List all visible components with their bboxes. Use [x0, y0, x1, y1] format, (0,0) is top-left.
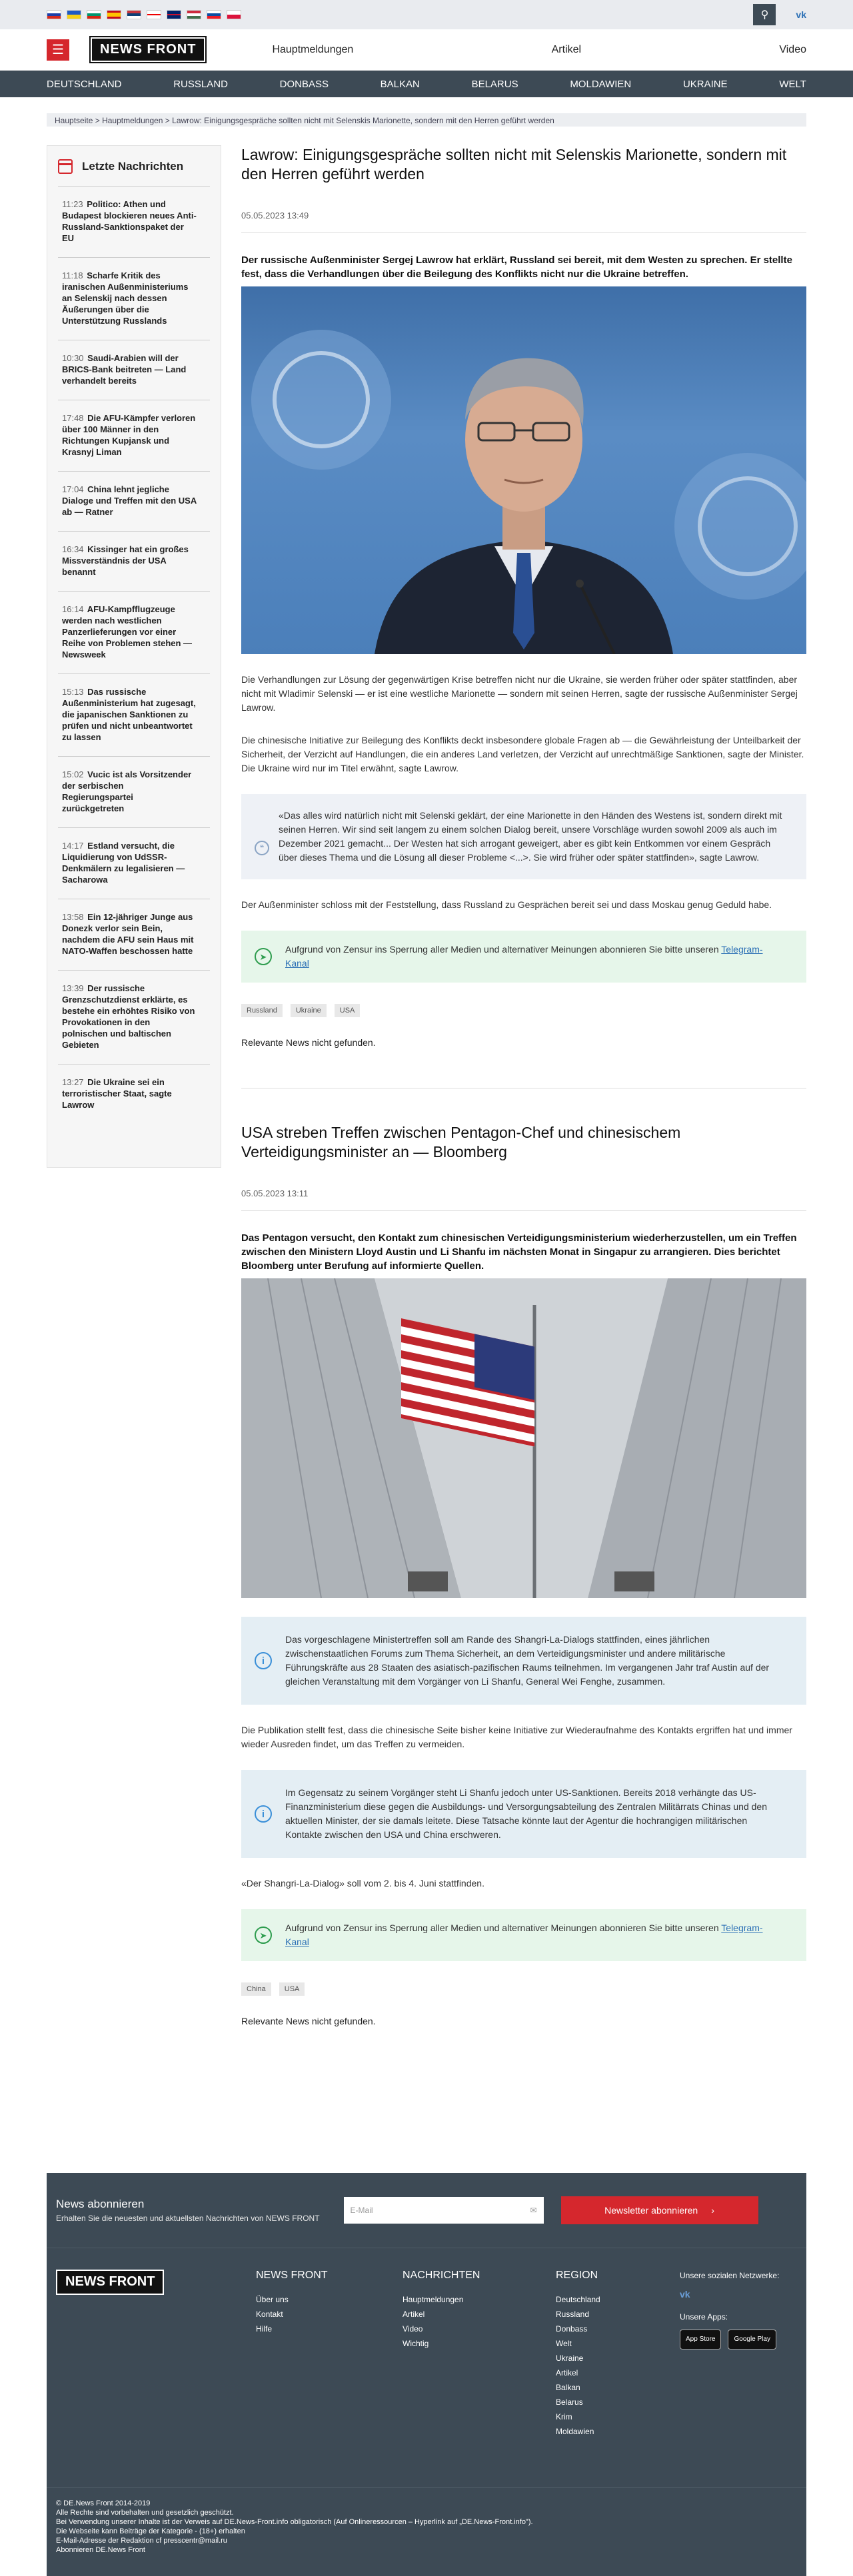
nav-artikel[interactable]: Artikel	[551, 43, 582, 55]
news-time: 17:48	[62, 413, 84, 423]
footer-link[interactable]: Hilfe	[256, 2324, 273, 2334]
footer	[47, 2248, 806, 2487]
news-time: 10:30	[62, 353, 84, 363]
article-date: 05.05.2023 13:11	[241, 1188, 806, 1211]
tag-russland[interactable]: Russland	[241, 1004, 283, 1017]
news-headline[interactable]: Die Ukraine sei ein terroristischer Staat, sagte Lawrow	[62, 1077, 172, 1110]
infobox-text: Das vorgeschlagene Ministertreffen soll am Rande des Shangri-La-Dialogs stattfinden, eines jährlichen zwischenstaatlichen Forums zum Thema Sicherheit, an dem Verteidigungsminister und andere militärische Führungskräfte aus 28 Staaten des asiatisch-pazifischen Raums teilnehmen. Im vergangenen Jahr traf Austin auf der gleichen Veranstaltung mit dem Vorgänger von Li Shanfu, General Wei Fenghe, zusammen.	[285, 1634, 770, 1687]
breadcrumb-home[interactable]: Hauptseite	[55, 116, 93, 125]
article-infobox	[241, 1770, 806, 1858]
newsletter-subscribe-button[interactable]	[561, 2196, 758, 2224]
telegram-icon: ➤	[255, 1927, 272, 1944]
infobox-text: Im Gegensatz zu seinem Vorgänger steht Li Shanfu jedoch unter US-Sanktionen. Bereits 2018 verhängte das US-Finanzministerium diese gegen die Ausbildungs- und Versorgungsabteilung des Zentralen Militärrats Chinas und den aktuellen Minister, der sie damals leitete. Diese Tatsache könnte laut der Agentur die hochrangigen militärischen Kontakte zwischen den USA und China erschweren.	[285, 1787, 767, 1840]
region-welt[interactable]: WELT	[779, 78, 806, 90]
news-time: 13:58	[62, 912, 84, 922]
newsletter-section	[47, 2173, 806, 2248]
slovak-flag-icon[interactable]	[207, 10, 221, 19]
news-headline[interactable]: AFU-Kampfflugzeuge werden nach westlichen Panzerlieferungen vor einer Reihe von Problemen stehen — Newsweek	[62, 604, 193, 659]
sidebar-title: Letzte Nachrichten	[82, 160, 184, 173]
footer-col-title: NACHRICHTEN	[403, 2270, 480, 2281]
region-ukraine[interactable]: UKRAINE	[682, 78, 728, 90]
info-icon: i	[255, 1652, 272, 1669]
tag-usa[interactable]: USA	[279, 1982, 305, 1996]
search-icon: ⚲	[760, 9, 769, 21]
hungarian-flag-icon[interactable]	[187, 10, 201, 19]
footer-link[interactable]: Welt	[556, 2339, 572, 2348]
telegram-notice-text: Aufgrund von Zensur ins Sperrung aller Medien und alternativer Meinungen abonnieren Sie bitte unseren	[285, 944, 719, 955]
copyright-line: Die Webseite kann Beiträge der Kategorie - (18+) erhalten	[56, 2527, 245, 2535]
breadcrumb-current: Lawrow: Einigungsgespräche sollten nicht mit Selenskis Marionette, sondern mit den Herren geführt werden	[172, 116, 554, 125]
news-time: 17:04	[62, 484, 84, 494]
ukrainian-flag-icon[interactable]	[67, 10, 81, 19]
news-headline[interactable]: Estland versucht, die Liquidierung von UdSSR-Denkmälern zu legalisieren — Sacharowa	[62, 841, 185, 885]
news-headline[interactable]: China lehnt jegliche Dialoge und Treffen mit den USA ab — Ratner	[62, 484, 197, 517]
sidebar-news-item[interactable]	[58, 187, 210, 258]
news-time: 16:34	[62, 544, 84, 554]
footer-social	[680, 2268, 779, 2467]
region-russland[interactable]: RUSSLAND	[173, 78, 228, 90]
breadcrumb-section[interactable]: Hauptmeldungen	[102, 116, 163, 125]
sidebar-news-item[interactable]	[58, 1065, 210, 1124]
hamburger-icon: ☰	[52, 43, 64, 57]
menu-button[interactable]	[47, 39, 69, 61]
footer-link[interactable]: Moldawien	[556, 2427, 594, 2436]
newsletter-title: News abonnieren	[56, 2198, 145, 2210]
news-time: 13:39	[62, 983, 84, 993]
footer-link[interactable]: Artikel	[556, 2368, 578, 2377]
news-time: 14:17	[62, 841, 84, 851]
news-time: 16:14	[62, 604, 84, 614]
footer-link[interactable]: Belarus	[556, 2397, 583, 2407]
footer-link[interactable]: Russland	[556, 2310, 590, 2319]
news-headline[interactable]: Der russische Grenzschutzdienst erklärte, es bestehe ein erhöhtes Risiko von Provokationen in den polnischen und baltischen Gebieten	[62, 983, 195, 1050]
header	[0, 29, 853, 71]
news-time: 11:23	[62, 199, 83, 209]
sidebar-news-item[interactable]	[58, 258, 210, 340]
copyright-line: Alle Rechte sind vorbehalten und gesetzlich geschützt.	[56, 2509, 234, 2517]
news-headline[interactable]: Ein 12-jähriger Junge aus Donezk verlor sein Bein, nachdem die AFU sein Haus mit NATO-Waffen beschossen hatte	[62, 912, 194, 956]
sidebar-news-item[interactable]	[58, 592, 210, 674]
lavrov-photo	[241, 286, 806, 654]
telegram-notice-text: Aufgrund von Zensur ins Sperrung aller Medien und alternativer Meinungen abonnieren Sie bitte unseren	[285, 1923, 719, 1933]
english-flag-icon[interactable]	[167, 10, 181, 19]
vk-icon[interactable]: vk	[796, 9, 806, 20]
footer-col-newsfront	[256, 2268, 403, 2467]
telegram-notice	[241, 1909, 806, 1961]
article-lawrow	[241, 145, 806, 1104]
news-headline[interactable]: Das russische Außenministerium hat zugesagt, die japanischen Sanktionen zu prüfen und nicht unbeantwortet zu lassen	[62, 687, 196, 742]
news-headline[interactable]: Scharfe Kritik des iranischen Außenministeriums an Selenskij nach dessen Äußerungen über die Unterstützung Russlands	[62, 270, 189, 326]
article-tags	[241, 1004, 806, 1017]
tag-china[interactable]: China	[241, 1982, 271, 1996]
sidebar-news-item[interactable]	[58, 757, 210, 828]
article-lead: Das Pentagon versucht, den Kontakt zum chinesischen Verteidigungsministerium wiederherzustellen, um ein Treffen zwischen den Ministern Lloyd Austin und Li Shanfu im nächsten Monat in Singapur zu arrangieren. Dies berichtet Bloomberg unter Berufung auf informierte Quellen.	[241, 1232, 797, 1272]
sidebar-news-item[interactable]	[58, 828, 210, 899]
article-lead: Der russische Außenminister Sergej Lawrow hat erklärt, Russland sei bereit, mit dem Westen zu sprechen. Er stellte fest, dass die Verhandlungen über die Beilegung des Konflikts nicht nur die Ukraine betreffen.	[241, 254, 792, 280]
sidebar-header	[58, 146, 210, 187]
related-news-empty: Relevante News nicht gefunden.	[241, 1037, 376, 1048]
sidebar-news-item[interactable]	[58, 674, 210, 757]
region-deutschland[interactable]: DEUTSCHLAND	[47, 78, 122, 90]
article-paragraph: Die Verhandlungen zur Lösung der gegenwärtigen Krise betreffen nicht nur die Ukraine, sie werden früher oder später stattfinden, aber nicht mit Wladimir Selenski — er ist eine westliche Marionette — sondern mit seinen Herren, sagte der russische Außenminister Sergej Lawrow.	[241, 674, 798, 713]
russian-flag-icon[interactable]	[47, 10, 61, 19]
calendar-icon	[58, 159, 73, 174]
footer-col-nachrichten	[403, 2268, 556, 2467]
envelope-icon: ✉	[530, 2206, 537, 2215]
nav-hauptmeldungen[interactable]: Hauptmeldungen	[272, 43, 354, 55]
copyright	[47, 2487, 806, 2576]
region-balkan[interactable]: BALKAN	[380, 78, 420, 90]
app-store-button[interactable]: App Store	[680, 2330, 721, 2350]
article-title[interactable]: Lawrow: Einigungsgespräche sollten nicht mit Selenskis Marionette, sondern mit den Herren geführt werden	[241, 146, 787, 183]
article-quote	[241, 794, 806, 879]
news-time: 13:27	[62, 1077, 84, 1087]
sidebar-news-item[interactable]	[58, 340, 210, 400]
region-belarus[interactable]: BELARUS	[471, 78, 518, 90]
news-time: 15:02	[62, 769, 84, 779]
footer-link[interactable]: Ukraine	[556, 2354, 584, 2363]
article-pentagon	[241, 1123, 806, 2042]
copyright-line: E-Mail-Adresse der Redaktion cf presscentr@mail.ru	[56, 2537, 227, 2545]
language-flags	[47, 10, 241, 19]
telegram-channel-link[interactable]: Telegram-Kanal	[285, 944, 763, 969]
telegram-notice	[241, 931, 806, 983]
region-donbass[interactable]: DONBASS	[279, 78, 329, 90]
latest-news-sidebar	[47, 145, 221, 1168]
footer-col-title: REGION	[556, 2270, 598, 2281]
telegram-icon: ➤	[255, 948, 272, 965]
footer-link[interactable]: Video	[403, 2324, 423, 2334]
sidebar-news-item[interactable]	[58, 472, 210, 532]
footer-link[interactable]: Über uns	[256, 2295, 289, 2304]
serbian-flag-icon[interactable]	[127, 10, 141, 19]
region-nav	[0, 71, 853, 97]
search-button[interactable]	[753, 4, 776, 25]
news-headline[interactable]: Kissinger hat ein großes Missverständnis der USA benannt	[62, 544, 189, 577]
footer-col-title: NEWS FRONT	[256, 2270, 328, 2281]
article-tags	[241, 1982, 806, 1996]
sidebar-news-item[interactable]	[58, 899, 210, 971]
vk-icon[interactable]: vk	[680, 2289, 690, 2300]
flag-illustration	[241, 1278, 806, 1598]
news-headline[interactable]: Vucic ist als Vorsitzender der serbischen Regierungspartei zurückgetreten	[62, 769, 192, 813]
related-news-empty: Relevante News nicht gefunden.	[241, 2016, 376, 2026]
footer-link[interactable]: Kontakt	[256, 2310, 283, 2319]
google-play-button[interactable]: Google Play	[728, 2330, 776, 2350]
news-headline[interactable]: Die AFU-Kämpfer verloren über 100 Männer in den Richtungen Kupjansk und Krasnyj Liman	[62, 413, 196, 457]
info-icon: i	[255, 1805, 272, 1823]
footer-link[interactable]: Wichtig	[403, 2339, 429, 2348]
article-infobox	[241, 1617, 806, 1705]
tag-usa[interactable]: USA	[335, 1004, 361, 1017]
site-logo[interactable]: NEWS FRONT	[91, 37, 205, 62]
footer-link[interactable]: Krim	[556, 2412, 572, 2421]
article-date: 05.05.2023 13:49	[241, 211, 806, 233]
newsletter-button-label: Newsletter abonnieren	[604, 2205, 698, 2216]
quote-icon: ❝	[255, 841, 269, 855]
article-paragraph: Der Außenminister schloss mit der Feststellung, dass Russland zu Gesprächen bereit sei und dass Moskau genug Geduld habe.	[241, 899, 772, 910]
footer-link[interactable]: Donbass	[556, 2324, 588, 2334]
news-time: 15:13	[62, 687, 84, 697]
apps-title: Unsere Apps:	[680, 2312, 728, 2322]
sidebar-news-item[interactable]	[58, 532, 210, 592]
telegram-channel-link[interactable]: Telegram-Kanal	[285, 1923, 763, 1947]
copyright-line[interactable]: Abonnieren DE.News Front	[56, 2546, 145, 2554]
article-paragraph: Die Publikation stellt fest, dass die chinesische Seite bisher keine Initiative zur Wiederaufnahme des Kontakts ergriffen hat und immer wieder Ausreden findet, um das Treffen zu vermeiden.	[241, 1725, 792, 1749]
footer-link[interactable]: Hauptmeldungen	[403, 2295, 464, 2304]
georgian-flag-icon[interactable]	[147, 10, 161, 19]
email-placeholder: E-Mail	[350, 2206, 373, 2215]
tag-ukraine[interactable]: Ukraine	[291, 1004, 327, 1017]
footer-link[interactable]: Deutschland	[556, 2295, 600, 2304]
article-paragraph: «Der Shangri-La-Dialog» soll vom 2. bis 4. Juni stattfinden.	[241, 1878, 484, 1889]
sidebar-news-item[interactable]	[58, 971, 210, 1065]
lavrov-illustration	[241, 286, 806, 654]
news-headline[interactable]: Politico: Athen und Budapest blockieren neues Anti-Russland-Sanktionspaket der EU	[62, 199, 197, 243]
article-paragraph: Die chinesische Initiative zur Beilegung des Konflikts deckt insbesondere globale Fragen ab — die Gewährleistung der Unteilbarkeit der Sicherheit, der Verzicht auf Handlungen, die ein anderes Land verletzen, der Verzicht auf unrechtmäßige Sanktionen, sagte der Minister. Die Ukraine wird nur im Titel erwähnt, sagte Lawrow.	[241, 735, 804, 773]
top-bar	[0, 0, 853, 29]
breadcrumb: Hauptseite > Hauptmeldungen > Lawrow: Einigungsgespräche sollten nicht mit Selenskis Marionette, sondern mit den Herren geführt werden	[47, 113, 806, 127]
region-moldawien[interactable]: MOLDAWIEN	[570, 78, 632, 90]
chevron-right-icon: ›	[711, 2205, 714, 2216]
news-headline[interactable]: Saudi-Arabien will der BRICS-Bank beitreten — Land verhandelt bereits	[62, 353, 187, 386]
main-content	[241, 145, 806, 2042]
article-title[interactable]: USA streben Treffen zwischen Pentagon-Chef und chinesischem Verteidigungsminister an — Bloomberg	[241, 1124, 681, 1160]
copyright-line: Bei Verwendung unserer Inhalte ist der Verweis auf DE.News-Front.info obligatorisch (Auf Onlineressourcen – Hyperlink auf „DE.News-Front.info").	[56, 2518, 533, 2526]
pentagon-flag-photo	[241, 1278, 806, 1598]
email-field[interactable]	[344, 2197, 544, 2224]
sidebar-news-item[interactable]	[58, 400, 210, 472]
copyright-line: © DE.News Front 2014-2019	[56, 2499, 151, 2507]
polish-flag-icon[interactable]	[227, 10, 241, 19]
social-title: Unsere sozialen Netzwerke:	[680, 2271, 780, 2280]
footer-link[interactable]: Artikel	[403, 2310, 425, 2319]
footer-logo[interactable]: NEWS FRONT	[56, 2270, 164, 2295]
news-time: 11:18	[62, 270, 83, 280]
newsletter-subtitle: Erhalten Sie die neuesten und aktuellsten Nachrichten von NEWS FRONT	[56, 2214, 320, 2223]
main-nav	[272, 44, 806, 56]
footer-link[interactable]: Balkan	[556, 2383, 580, 2392]
bulgarian-flag-icon[interactable]	[87, 10, 101, 19]
spanish-flag-icon[interactable]	[107, 10, 121, 19]
quote-text: «Das alles wird natürlich nicht mit Selenski geklärt, der eine Marionette in den Händen des Westens ist, sondern direkt mit seinen Herren. Wir sind seit langem zu einem solchen Dialog bereit, unsere Vorschläge wurden sowohl 2009 als auch im Dezember 2021 gemacht... Der Westen hat sich arrogant geweigert, aber es gibt kein Entkommen vor einem Gespräch über dieses Thema und die Lösung all dieser Probleme <...>. Sie wird früher oder später stattfinden», sagte Lawrow.	[279, 810, 782, 863]
footer-col-region	[556, 2268, 680, 2467]
nav-video[interactable]: Video	[779, 43, 806, 55]
